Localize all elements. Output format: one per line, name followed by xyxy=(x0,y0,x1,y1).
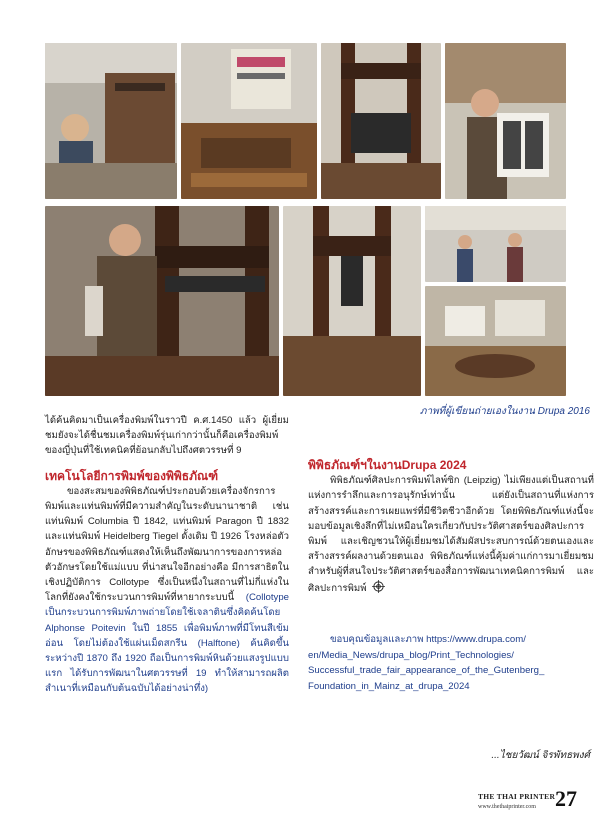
right-column xyxy=(308,458,594,596)
credits-line-2: en/Media_News/drupa_blog/Print_Technologies/ xyxy=(308,649,514,661)
photo-printed-sheets-table xyxy=(425,286,566,396)
page-number: 27 xyxy=(555,786,577,811)
author-byline: ...ไชยวัฒน์ จิรพัทธพงศ์ xyxy=(491,750,590,761)
section-heading-drupa-2024: พิพิธภัณฑ์ฯในงานDrupa 2024 xyxy=(308,458,467,472)
photo-museum-booth-sign xyxy=(181,43,317,199)
credits-line-4: Foundation_in_Mainz_at_drupa_2024 xyxy=(308,680,470,692)
photo-man-holding-print xyxy=(445,43,566,199)
magazine-name: THE THAI PRINTER xyxy=(478,792,556,801)
crosshair-target-icon xyxy=(372,580,385,593)
photo-caption: ภาพที่ผู้เขียนถ่ายเองในงาน Drupa 2016 xyxy=(419,406,590,417)
magazine-url: www.thethaiprinter.com xyxy=(478,804,536,810)
photo-man-operating-press xyxy=(45,206,279,396)
photo-visitors-at-fair xyxy=(425,206,566,282)
collotype-note: (Collotype เป็นกระบวนการพิมพ์ภาพถ่ายโดยใช้เจลาตินซึ่งคิดค้นโดย Alphonse Poitevin ในปี 1855 เพื่อพิมพ์ภาพที่มีโทนสีเข้มอ่อน โดยไม่ต้องใช้แผ่นเม็ดสกรีน (Halftone) ค้นคิดขึ้นระหว่างปี 1870 ถึง 1920 ถือเป็นการพิมพ์หินด้วยแสงรูปแบบแรก ได้รับการพัฒนาในศตวรรษที่ 19 ทำให้สามารถผลิตสำเนาที่เหมือนกับต้นฉบับได้อย่างน่าทึ่ง) xyxy=(45,592,289,695)
left-column xyxy=(45,413,289,697)
section-heading-museum-technology: เทคโนโลยีการพิมพ์ของพิพิธภัณฑ์ xyxy=(45,468,219,483)
photo-exhibitor-at-press xyxy=(45,43,177,199)
credits-line-3: Successful_trade_fair_appearance_of_the_Gutenberg_ xyxy=(308,665,545,677)
drupa-paragraph xyxy=(308,473,594,596)
photo-wooden-press-closeup xyxy=(321,43,441,199)
body-paragraph xyxy=(45,484,289,697)
drupa-paragraph-text: พิพิธภัณฑ์ศิลปะการพิมพ์ไลพ์ซิก (Leipzig) ไม่เพียงแต่เป็นสถานที่แห่งการรำลึกและการอนุรักษ์เท่านั้น แต่ยังเป็นสถานที่แห่งการสร้างสรรค์และการเผยแพร่ที่มีชีวิตชีวาอีกด้วย โดยพิพิธภัณฑ์แห่งนี้จะมอบข้อมูลเชิงลึกที่ไม่เหมือนใครเกี่ยวกับประวัติศาสตร์ของศิลปะการพิมพ์ และเชิญชวนให้ผู้เยี่ยมชมได้สัมผัสประสบการณ์ด้วยตนเองและสร้างสรรค์ผลงานด้วยตนเอง พิพิธภัณฑ์แห่งนี้คุ้มค่าแก่การมาเยี่ยมชมสำหรับผู้ที่สนใจประวัติศาสตร์ของสื่อการพัฒนาเทคนิคการพิมพ์ และศิลปะการพิมพ์ xyxy=(308,475,594,594)
photo-press-mechanism xyxy=(283,206,421,396)
credits-block xyxy=(308,632,594,694)
credits-line-1: ขอบคุณข้อมูลและภาพ https://www.drupa.com/ xyxy=(330,634,526,645)
intro-paragraph: ได้ค้นคิดมาเป็นเครื่องพิมพ์ในราวปี ค.ศ.1450 แล้ว ผู้เยี่ยมชมยังจะได้ชื่นชมเครื่องพิมพ์รุ่นเก่ากว่านั้นก็คือเครื่องพิมพ์ของญี่ปุ่นที่ใช้เทคนิคที่ย้อนกลับไปถึงศตวรรษที่ 9 xyxy=(45,415,289,457)
collection-text: ของสะสมของพิพิธภัณฑ์ประกอบด้วยเครื่องจักรการพิมพ์และแท่นพิมพ์ที่มีความสำคัญในระดับนานาชาติ เช่น แท่นพิมพ์ Columbia ปี 1842, แท่นพิมพ์ Paragon ปี 1832 และแท่นพิมพ์ Heidelberg Tiegel ดั้งเดิม ปี 1926 โรงหล่อตัวอักษรของพิพิธภัณฑ์แสดงให้เห็นถึงพัฒนาการของการหล่อตัวอักษรโดยใช้แม่แบบ ที่น่าสนใจอีกอย่างคือ มีการสาธิตในเชิงปฏิบัติการ Collotype ซึ่งเป็นหนึ่งในสถานที่ไม่กี่แห่งในโลกที่ยังคงใช้กระบวนการพิมพ์ที่หายากระบบนี้ xyxy=(45,485,289,604)
